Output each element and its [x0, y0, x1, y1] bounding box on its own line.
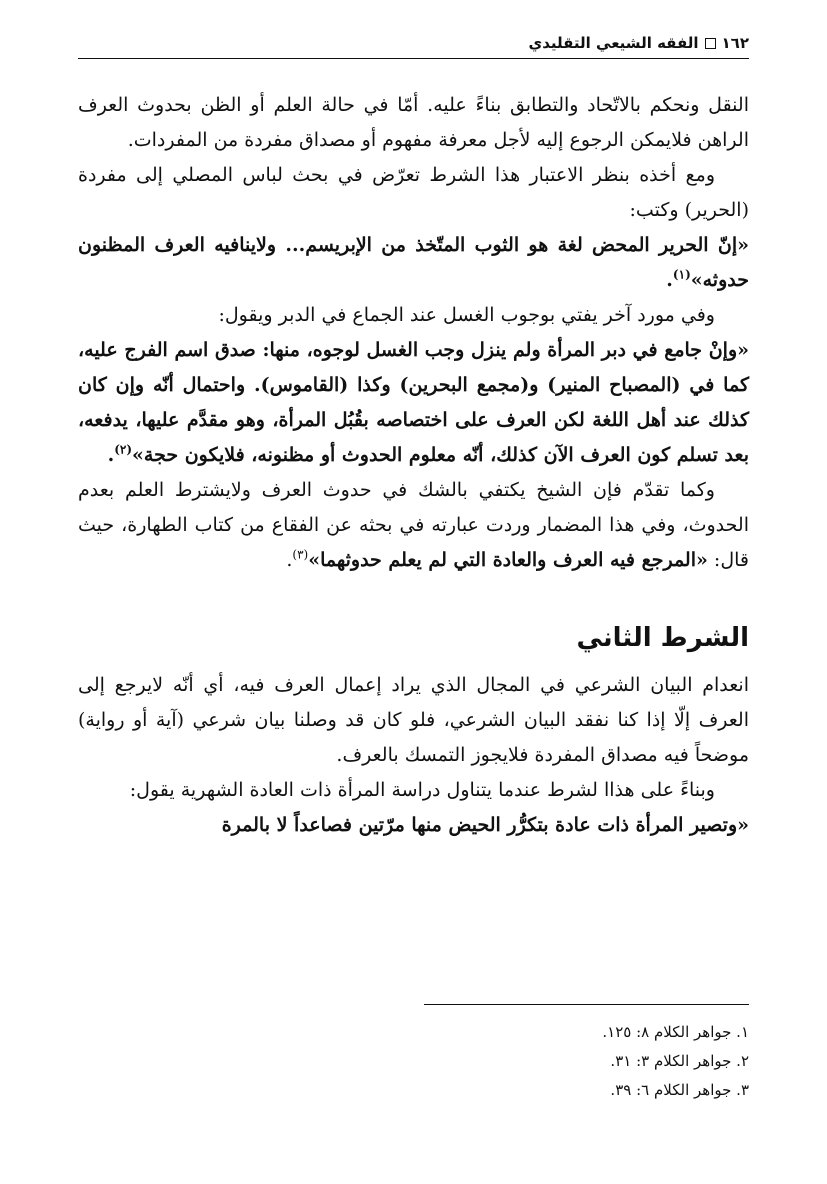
- footnote-2: ٢. جواهر الكلام ٣: ٣١.: [610, 1052, 749, 1070]
- footnote-ref-2[interactable]: (٢): [114, 442, 133, 457]
- paragraph-1: النقل ونحكم بالاتّحاد والتطابق بناءً عليه. أمّا في حالة العلم أو الظن بحدوث العرف الراهن فلايمكن الرجوع إليه لأجل معرفة مفهوم أو مصداق مفردة من المفردات.: [78, 94, 749, 151]
- page-number: ١٦٢: [721, 34, 749, 52]
- footnote-3: ٣. جواهر الكلام ٦: ٣٩.: [610, 1081, 749, 1099]
- running-header: [78, 30, 749, 56]
- quote-1-end: .: [666, 269, 673, 291]
- quote-2-text: «وإنْ جامع في دبر المرأة ولم ينزل وجب الغسل لوجوه، منها: صدق اسم الفرج عليه، كما في (المصباح المنير) و(مجمع البحرين) وكذا (القاموس). واحتمال أنّه وإن كان كذلك عند أهل اللغة لكن العرف على اختصاصه بقُبُل المرأة، وهو مقدَّم عليها، يدفعه، بعد تسلم كون العرف الآن كذلك، أنّه معلوم الحدوث أو مظنونه، فلايكون حجة»: [78, 339, 749, 466]
- quote-1-text: «إنّ الحرير المحض لغة هو الثوب المتّخذ من الإبريسم... ولاينافيه العرف المظنون حدوثه»: [78, 234, 749, 291]
- book-title: الفقه الشيعي التقليدي: [528, 34, 699, 52]
- footnotes: [78, 1018, 749, 1105]
- paragraph-2: ومع أخذه بنظر الاعتبار هذا الشرط تعرّض في بحث لباس المصلي إلى مفردة (الحرير) وكتب:: [78, 164, 749, 221]
- paragraph-6: وبناءً على هذاا لشرط عندما يتناول دراسة المرأة ذات العادة الشهرية يقول:: [129, 779, 715, 801]
- main-text: [78, 88, 749, 843]
- separator-square-icon: [705, 38, 716, 49]
- quote-3: «وتصير المرأة ذات عادة بتكرُّر الحيض منها مرّتين فصاعداً لا بالمرة: [221, 814, 749, 836]
- footnote-ref-1[interactable]: (١): [672, 267, 691, 282]
- paragraph-4-text: وكما تقدّم فإن الشيخ يكتفي بالشك في حدوث العرف ولايشترط العلم بعدم الحدوث، وفي هذا المضمار وردت عبارته في بحثه عن الفقاع من كتاب الطهارة، حيث قال:: [78, 479, 749, 571]
- footnote-rule: [424, 1004, 749, 1005]
- section-heading: الشرط الثاني: [576, 623, 749, 653]
- quote-2: [78, 333, 749, 473]
- paragraph-4: [78, 473, 749, 578]
- header-rule: [78, 58, 749, 59]
- footnote-ref-3[interactable]: (٣): [292, 547, 309, 562]
- quote-1: [78, 228, 749, 298]
- footnote-1: ١. جواهر الكلام ٨: ١٢٥.: [602, 1023, 749, 1041]
- paragraph-4-end: .: [286, 549, 293, 571]
- quote-2-end: .: [107, 444, 115, 466]
- paragraph-4-quote: «المرجع فيه العرف والعادة التي لم يعلم حدوثهما»: [308, 549, 708, 571]
- paragraph-3: وفي مورد آخر يفتي بوجوب الغسل عند الجماع في الدبر ويقول:: [218, 304, 715, 326]
- paragraph-5: انعدام البيان الشرعي في المجال الذي يراد إعمال العرف فيه، أي أنّه لايرجع إلى العرف إلّا إذا كنا نفقد البيان الشرعي، فلو كان قد وصلنا بيان شرعي (آية أو رواية) موضحاً فيه مصداق المفردة فلايجوز التمسك بالعرف.: [78, 674, 749, 766]
